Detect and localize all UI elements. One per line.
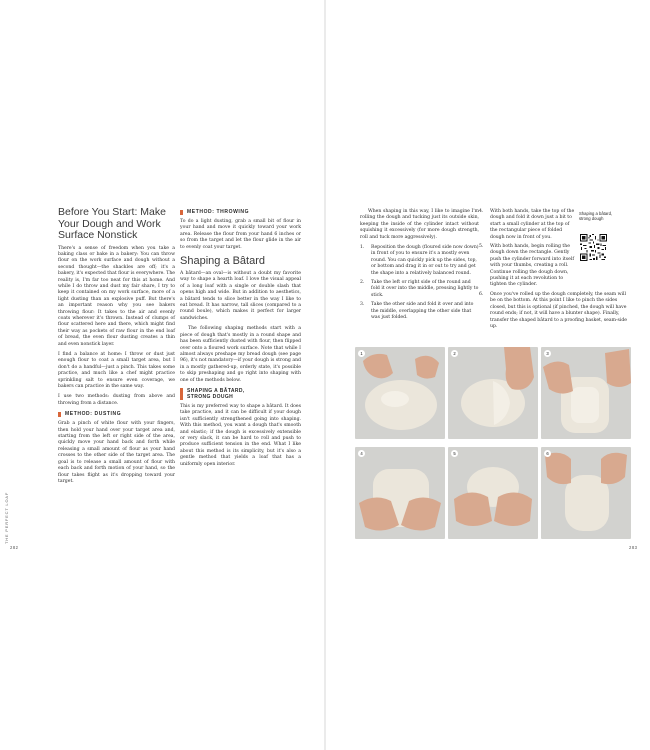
qr-code-icon[interactable] (580, 234, 607, 261)
step-photo-3 (541, 347, 631, 439)
page-number-right: 283 (629, 545, 638, 550)
step-text: With both hands, take the top of the dough and fold it down just a bit to start a small cylinder at the top of the rectangular piece of folded dough now in front of you. (490, 209, 575, 240)
method-heading-label: METHOD: THROWING (187, 209, 250, 215)
step-photo-2 (448, 347, 538, 439)
step-number: 4. (479, 209, 484, 214)
paragraph: Grab a pinch of white flour with your fingers, then hold your hand over your target area and, starting from the left or right side of the area, quickly move your hand back and forth while releasing a small amount of flour as your hand crosses to the other side of the target area. The goal is to release a small amount of flour with each back and forth motion of your hand, so the flour takes flight as it's dropping toward your target. (58, 421, 175, 484)
paragraph: When shaping in this way, I like to imagine I'm rolling the dough and tucking just its outside skin, keeping the inside of the cylinder intact without squishing it excessively (for more dough strength, roll and tuck more aggressively). (360, 209, 479, 240)
paragraph: I use two methods: dusting from above and throwing from a distance. (58, 394, 175, 406)
method-heading-dusting (58, 411, 175, 417)
photo-step-badge: 6 (544, 450, 551, 457)
step-number: 2. (360, 280, 365, 286)
paragraph: The following shaping methods start with a piece of dough that's mostly in a round shape and has been sufficiently dusted with flour, then flipped over onto a floured work surface. Note that while I almost always preshape my bread dough (see page 96), it's not mandatory—if your dough is strong and in a mostly gathered-up, orderly state, it's possible to skip preshaping and go right into shaping with one of the methods below. (180, 326, 301, 383)
paragraph: To do a light dusting, grab a small bit of flour in your hand and move it quickly toward your work area. Release the flour from your hand 6 inches or so from the target and let the flour glide in the air to evenly coat your target. (180, 219, 301, 250)
step-text: Reposition the dough (floured side now down) in front of you to ensure it's a mostly even round. You can quickly pick up the sides, top, or bottom and drag it in or out to try and get the shape into a relatively balanced round. (371, 245, 479, 276)
qr-caption: Shaping a bâtard, strong dough (579, 211, 613, 221)
step-photo-4 (355, 447, 445, 539)
subheading-line: SHAPING A BÂTARD, (187, 387, 245, 394)
step-text: Take the left or right side of the round and fold it over into the middle, pressing lightly to stick. (371, 280, 479, 298)
step-item (479, 209, 575, 241)
accent-bar (180, 388, 183, 400)
paragraph: This is my preferred way to shape a bâtard. It does take practice, and it can be difficult if your dough isn't sufficiently strengthened going into shaping. With this method, you want a dough that's smooth and elastic; if the dough is excessively extensible or very slack, it can be hard to roll and push to produce sufficient tension in the end. What I like about this method is its simplicity, but it's also a gentle method that yields a loaf that has a uniformly open interior. (180, 403, 301, 467)
method-heading-throwing (180, 209, 301, 215)
step-photo-1 (355, 347, 445, 439)
step-item (479, 244, 575, 289)
step-photo-6 (541, 447, 631, 539)
steps-list-1 (360, 245, 479, 321)
paragraph: A bâtard—an oval—is without a doubt my favorite way to shape a hearth loaf. I love the visual appeal of a long loaf with a single or double slash that opens high and wide. But in addition to aesthetics, a bâtard tends to slice better in the way I like to eat bread. It has narrow, tall slices (compared to a round boule), which makes it perfect for larger sandwiches. (180, 271, 301, 321)
left-column-2 (180, 209, 301, 472)
step-number: 5. (479, 244, 484, 250)
page-number-left: 282 (10, 545, 19, 550)
photo-step-badge: 2 (451, 350, 458, 357)
step-number: 1. (360, 245, 365, 251)
step-text: Take the other side and fold it over and into the middle, overlapping the other side that was just folded. (371, 302, 474, 321)
left-column-1 (58, 207, 175, 489)
step-number: 6. (479, 291, 484, 297)
accent-bar (180, 210, 183, 215)
accent-bar (58, 412, 61, 417)
paragraph: There's a sense of freedom when you take a baking class or bake in a bakery: You can throw flour on the work surface and dough without a second thought—the shackles are off; it's a bakery, it's expected that flour is everywhere. The reality is, I'm far too neat for this at home. And while I do throw and dust my fair share, I try to keep it contained on my work surface, more of a light dusting than an explosive puff. But there's an important reason why you see bakers throwing flour: It takes to the air and evenly coats wherever it's thrown. Instead of clumps of flour scattered here and there, which might find their way as pockets of raw flour in the end loaf of bread, the even flour dusting creates a thin and even nonstick layer. (58, 245, 175, 347)
step-text: With both hands, begin rolling the dough down the rectangle. Gently push the cylinder forward into itself with your thumbs, creating a roll. Continue rolling the dough down, pushing it at each revolution to tighten the cylinder. (490, 244, 575, 288)
step-item (479, 292, 629, 330)
paragraph: I find a balance at home: I throw or dust just enough flour to coat a small target area, but I don't do a handful—just a pinch. This takes some practice, and much like a chef might practice sprinkling salt to ensure even coverage, we bakers can practice in the same way. (58, 352, 175, 390)
photo-step-badge: 4 (358, 450, 365, 457)
step-item (360, 245, 479, 277)
section-heading-shaping-batard: Shaping a Bâtard (180, 255, 266, 268)
right-column-1 (360, 209, 479, 325)
photo-step-badge: 3 (544, 350, 551, 357)
running-head: THE PERFECT LOAF (4, 491, 9, 544)
method-heading-label: METHOD: DUSTING (65, 411, 122, 418)
step-text: Once you've rolled up the dough completely, the seam will be on the bottom. At this point I like to pinch the sides closed, but this is optional (if pinched, the dough will have round ends; if not, it will have a blunter shape). Finally, transfer the shaped bâtard to a proofing basket, seam-side up. (490, 291, 628, 329)
section-heading-before-you-start: Before You Start: Make Your Dough and Work Surface Nonstick (58, 206, 166, 241)
subheading-line: STRONG DOUGH (187, 393, 234, 400)
photo-step-badge: 5 (451, 450, 458, 457)
step-item (360, 280, 479, 299)
step-item (360, 302, 479, 321)
photo-step-badge: 1 (358, 350, 365, 357)
subheading-strong-dough (180, 388, 301, 400)
step-photo-5 (448, 447, 538, 539)
step-number: 3. (360, 302, 365, 308)
